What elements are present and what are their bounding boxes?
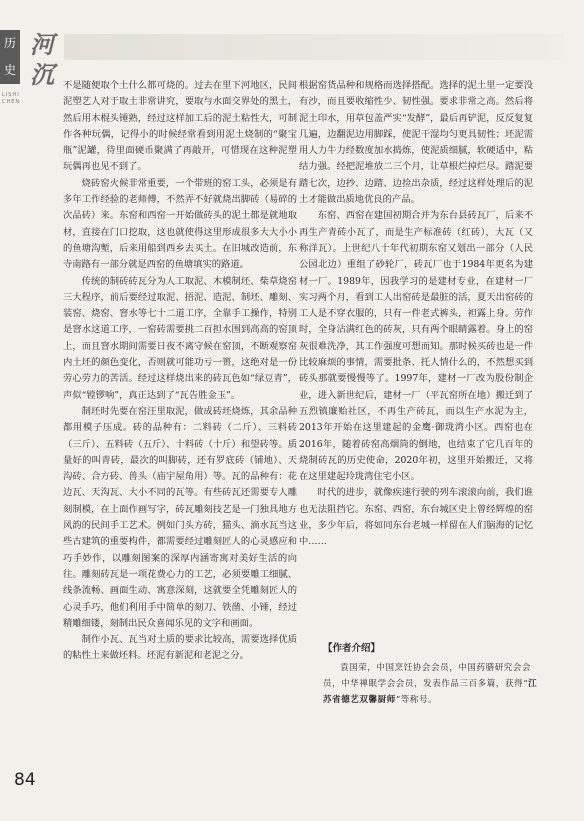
paragraph: 根据窑货品种和规格而选择搭配。选择的泥土里一定要没有沙，而且要收缩性少、韧性强。要求非常之高。然后将泥土印水，用草包盖严实“发酵”，最后再铲泥，反反复复几遍，边翻泥边用脚踩，使泥干湿均匀更具韧性；坯泥需用人力牛力经数度加水捣炼，使泥质细腻，软硬适中，粘结力强。经把泥堆放二三个月，让草根烂掉烂尽。踏泥要踏七次，边抄、边踏、边捡出杂质，经过这样处理后的泥土才能做出质地优良的产品。	[299, 80, 533, 206]
section-calligraphy	[22, 30, 62, 94]
author-title: 【作者介绍】	[323, 643, 381, 654]
section-tab-top: 历	[3, 36, 16, 50]
page-number: 84	[14, 770, 36, 790]
header-band	[64, 34, 564, 60]
calligraphy-char-1: 河	[30, 30, 54, 59]
author-bio	[323, 660, 543, 708]
paragraph: 时代的进步，就像疾速行驶的列车滚滚向前，我们谁也无法阻挡它。东窑、西窑，东台城区史上曾经辉煌的窑业，多少年后，将如同东台老城一样留在人们脑海的记忆中……	[299, 487, 533, 548]
paragraph: 烧砖窑火候非常重要，一个带班的窑工头，必须是有多年工作经验的老师傅，不然弄不好就烧出脚砖（易碎的次品砖）来。东窑和西窑一开始做砖头的泥土都是就地取材，直接在门口挖取，这也就使得这里形成很多大大小小的鱼塘沟塹，后来用船到西乡去买土。在旧城改造前，东寺南路有一部分就是西窑的鱼塘填实的路道。	[63, 177, 297, 271]
paragraph: 制作小瓦、瓦当对土质的要求比较高，需要选择优质的粘性土来做坯料。坯泥有新泥和老泥之分。	[63, 634, 297, 662]
section-tab-bottom: 史	[3, 63, 16, 77]
author-box	[323, 641, 543, 708]
section-latin: LISHI CHEN	[2, 92, 21, 105]
author-award: 江苏省德艺双馨厨师	[323, 679, 538, 705]
calligraphy-char-2: 沉	[30, 60, 54, 89]
right-column	[299, 78, 533, 551]
left-column	[63, 78, 297, 665]
section-tab	[0, 30, 20, 84]
paragraph: 不是随便取个土什么都可烧的。过去在里下河地区，民间泥塑艺人对于取土非常讲究，要取与水面交界处的黑土，然后用木棍头锤熟，经过这样加工后的泥土粘性大，可制作各种玩偶，记得小的时候经常看到用泥土烧制的“聚宝瓶”泥罐，待里面硬币聚满了再敲开，可惜现在这种泥塑玩偶再也见不到了。	[63, 80, 297, 173]
paragraph: 制坯时先要在窑汪里取泥，做成砖坯烧炼，其余品种都用模子压成。砖的品种有：二料砖（二斤）、三料砖（三斤）、五料砖（五斤）、十料砖（十斤）和望砖等。质量好的叫青砖，最次的叫脚砖，还有罗底砖（铺地）、天沟砖、合方砖、兽头（庙宇屋角用）等。瓦的品种有：花边瓦、天沟瓦、大小不同的瓦等。有些砖瓦还需要专人雕刻制模，在上面作画写字，砖瓦雕刻技艺是一门独具地方风韵的民间手工艺术。例如门头方砖，猫头、滴水瓦当这些古建筑的重要构件，都需要经过雕刻匠人的心灵感应和巧手妙作，以雕刻图案的深厚内涵寄寓对美好生活的向往。雕刻砖瓦是一项花费心力的工艺，必须要雕工细腻、线条流畅、画面生动、寓意深刻，这就要全凭雕刻匠人的心灵手巧，他们利用手中简单的刻刀、铁凿、小锤，经过精雕细镂，刻制出民众喜闻乐见的文字和画面。	[63, 405, 297, 629]
paragraph: 传统的制砖砖瓦分为人工取泥、木模制坯、柴草烧窑三大程序，前后要经过取泥、捂泥、造泥、制坯、雕刻、装窑、烧窑、窨水等七十二道工序，全靠手工操作，特别是窨水这道工序，一窑砖需要挑二百担水围到高高的窑顶上，而且窨水期间需要日夜不离守候在窑顶，不断观察窑内土坯的颜色变化，否则就可能功亏一篑，这绝对是一份劳心劳力的苦活。经过这样烧出来的砖瓦色如“绿豆青”，声似“镗锣响”，真正达到了“瓦告胜金玉”。	[63, 275, 297, 401]
author-bio-tail: ”等称号。	[395, 695, 438, 705]
paragraph: 东窑、西窑在建国初期合并为东台县砖瓦厂，后来不再生产青砖小瓦了，而是生产标准砖（红砖），大瓦（又称洋瓦）。上世纪八十年代初期东窑又划出一部分（人民公园北边）重组了砂轮厂，砖瓦厂也于1984年更名为建材一厂。1989年，因我学习的是建材专业，在建材一厂实习两个月，看到工人出窑砖是最脏的活，夏天出窑砖的工人是不穿衣服的，只有一件老式裤头，袒露上身。劳作时，全身沾满红色的砖灰，只有两个眼睛露着。身上的窑灰很难洗净，其工作强度可想而知。那时候买砖也是一件比较麻烦的事情，需要批条、托人情什么的，不然想买到砖头那就要慢慢等了。1997年，建材一厂改为股份制企业，进入新世纪后，建材一厂（平瓦窑所在地）搬迁到了五烈镇廉贻社区，不再生产砖瓦，而以生产水泥为主，2013年开始在这里建起的金鹰·御珑湾小区。西窑也在2016年，随着砖窑高烟筒的倒地，也结束了它几百年的烧制砖瓦的历史使命，2020年初，这里开始搬迁，又将在这里建起玲珑湾住宅小区。	[299, 210, 533, 483]
author-bio-text: 袁国荣，中国烹饪协会会员，中国药膳研究会会员，中华禅眠学会会员，发表作品三百多篇，获得“	[323, 663, 532, 689]
